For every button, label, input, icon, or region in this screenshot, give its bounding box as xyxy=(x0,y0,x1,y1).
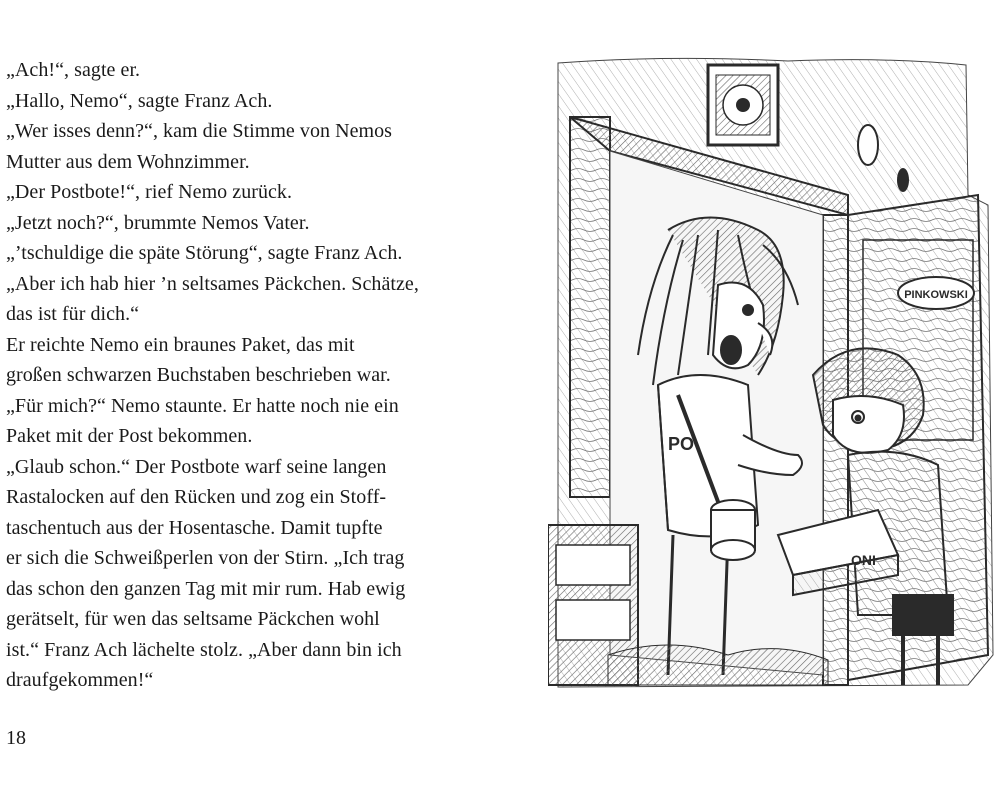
text-line: „Hallo, Nemo“, sagte Franz Ach. xyxy=(6,89,273,112)
daisy-picture xyxy=(708,65,778,145)
text-line: „Aber ich hab hier ’n seltsames Päckchen. Schätze, xyxy=(6,272,419,295)
text-line: das ist für dich.“ xyxy=(6,303,140,325)
text-line: gerätselt, für wen das seltsame Päckchen wohl xyxy=(6,608,380,630)
text-line: ist.“ Franz Ach lächelte stolz. „Aber dann bin ich xyxy=(6,638,402,661)
story-text xyxy=(6,55,446,696)
text-line: „Wer isses denn?“, kam die Stimme von Nemos xyxy=(6,120,393,142)
text-line: Paket mit der Post bekommen. xyxy=(6,425,253,447)
text-line: draufgekommen!“ xyxy=(6,669,154,691)
text-line: „Für mich?“ Nemo staunte. Er hatte noch nie ein xyxy=(6,394,399,417)
door-sign-text: PINKOWSKI xyxy=(904,289,968,301)
wall-hole xyxy=(897,168,909,192)
text-line: „Ach!“, sagte er. xyxy=(6,59,141,81)
text-line: „Glaub schon.“ Der Postbote warf seine langen xyxy=(6,455,387,478)
wall-hole xyxy=(858,125,878,165)
toilet-paper-roll xyxy=(711,500,755,560)
text-line: großen schwarzen Buchstaben beschrieben war. xyxy=(6,364,391,386)
text-line: Er reichte Nemo ein braunes Paket, das mit xyxy=(6,333,355,356)
text-line: „’tschuldige die späte Störung“, sagte Franz Ach. xyxy=(6,242,403,264)
text-line: er sich die Schweißperlen von der Stirn. „Ich trag xyxy=(6,547,405,569)
text-line: Rastalocken auf den Rücken und zog ein Stoff- xyxy=(6,486,387,508)
parcel-text: ONI xyxy=(851,552,876,568)
text-line: Mutter aus dem Wohnzimmer. xyxy=(6,150,250,173)
shirt-text: PO xyxy=(668,434,695,454)
text-line: taschentuch aus der Hosentasche. Damit tupfte xyxy=(6,516,383,539)
text-line: „Jetzt noch?“, brummte Nemos Vater. xyxy=(6,211,310,234)
text-line: das schon den ganzen Tag mit mir rum. Hab ewig xyxy=(6,577,406,600)
text-line: „Der Postbote!“, rief Nemo zurück. xyxy=(6,181,293,203)
page-number: 18 xyxy=(6,727,26,749)
door-frame xyxy=(570,117,610,497)
illustration xyxy=(548,55,996,690)
illustration-drawing xyxy=(548,55,996,690)
